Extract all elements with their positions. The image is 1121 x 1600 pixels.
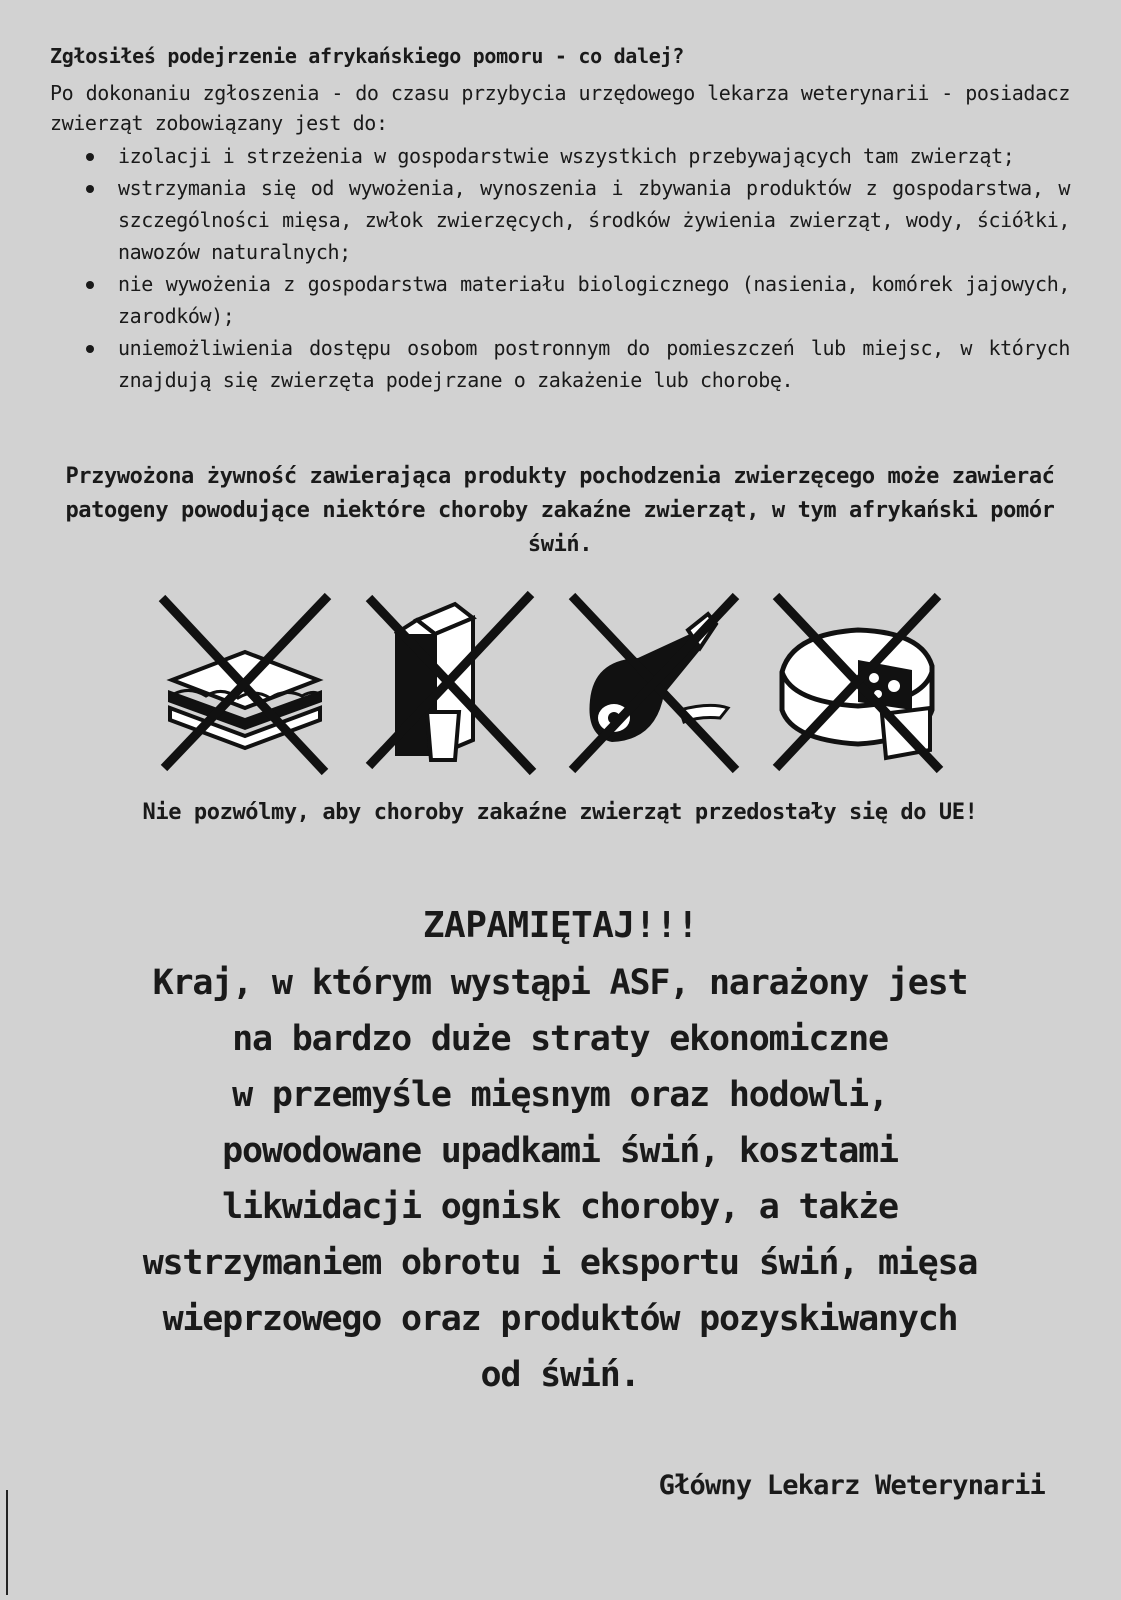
eu-slogan: Nie pozwólmy, aby choroby zakaźne zwierząt przedostały się do UE! — [142, 800, 978, 825]
remember-line: wieprzowego oraz produktów pozyskiwanych — [162, 1299, 958, 1339]
page-heading: Zgłosiłeś podejrzenie afrykańskiego pomoru - co dalej? — [50, 44, 685, 68]
sandwich-icon — [150, 590, 340, 780]
list-item: wstrzymania się od wywożenia, wynoszenia i zbywania produktów z gospodarstwa, w szczególności mięsa, zwłok zwierzęcych, środków żywienia zwierząt, wody, ściółki, nawozów naturalnych; — [80, 172, 1070, 268]
meat-icon — [560, 590, 750, 780]
scan-edge-line — [6, 1490, 8, 1595]
remember-title: ZAPAMIĘTAJ!!! — [422, 905, 699, 946]
remember-text — [40, 955, 1080, 1403]
intro-paragraph: Po dokonaniu zgłoszenia - do czasu przybycia urzędowego lekarza weterynarii - posiadacz zwierząt zobowiązany jest do: — [50, 81, 1070, 135]
cheese-icon — [762, 590, 952, 780]
list-item: izolacji i strzeżenia w gospodarstwie wszystkich przebywających tam zwierząt; — [80, 140, 1070, 172]
remember-line: w przemyśle mięsnym oraz hodowli, — [232, 1075, 888, 1115]
remember-line: od świń. — [480, 1355, 640, 1395]
remember-line: na bardzo duże straty ekonomiczne — [232, 1019, 888, 1059]
remember-line: likwidacji ognisk choroby, a także — [222, 1187, 898, 1227]
list-item: nie wywożenia z gospodarstwa materiału biologicznego (nasienia, komórek jajowych, zarodków); — [80, 268, 1070, 332]
signature: Główny Lekarz Weterynarii — [658, 1470, 1045, 1501]
obligations-list — [80, 140, 1070, 396]
remember-line: Kraj, w którym wystąpi ASF, narażony jest — [152, 963, 968, 1003]
milk-icon — [355, 590, 545, 780]
remember-line: powodowane upadkami świń, kosztami — [222, 1131, 898, 1171]
food-warning: Przywożona żywność zawierająca produkty pochodzenia zwierzęcego może zawierać patogeny powodujące niektóre choroby zakaźne zwierząt, w tym afrykański pomór świń. — [65, 464, 1055, 557]
prohibited-food-icons — [150, 590, 950, 780]
list-item: uniemożliwienia dostępu osobom postronnym do pomieszczeń lub miejsc, w których znajdują się zwierzęta podejrzane o zakażenie lub chorobę. — [80, 332, 1070, 396]
remember-line: wstrzymaniem obrotu i eksportu świń, mięsa — [142, 1243, 978, 1283]
